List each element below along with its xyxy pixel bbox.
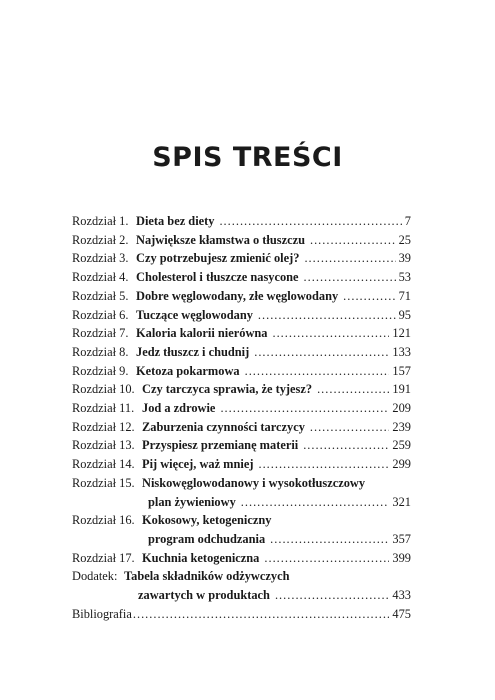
toc-entry-page: 209 (392, 401, 411, 416)
toc-entry-chapter-9[interactable] (72, 362, 411, 381)
toc-entry-appendix-line2[interactable] (72, 586, 411, 605)
leader-dots (310, 231, 396, 250)
toc-entry-title: Cholesterol i tłuszcze nasycone (136, 270, 299, 285)
toc-entry-chapter-11[interactable] (72, 399, 411, 418)
toc-entry-label: Rozdział 1. (72, 214, 129, 228)
leader-dots (264, 549, 389, 568)
toc-entry-label: Rozdział 8. (72, 344, 129, 359)
toc-entry-chapter-2[interactable] (72, 231, 411, 250)
toc-entry-label: Rozdział 5. (72, 288, 129, 303)
toc-entry-chapter-16-line2[interactable] (72, 530, 411, 549)
toc-entry-page: 191 (392, 382, 411, 397)
leader-dots (241, 493, 390, 512)
toc-entry-label: Rozdział 4. (72, 270, 129, 285)
leader-dots (303, 436, 389, 455)
toc-entry-page: 157 (392, 363, 411, 378)
toc-entry-label: Rozdział 11. (72, 401, 135, 416)
toc-entry-title-line1: Niskowęglowodanowy i wysokotłuszczowy (142, 475, 366, 490)
toc-entry-bibliography[interactable] (72, 605, 411, 624)
toc-entry-page: 399 (392, 550, 411, 565)
toc-entry-title: Pij więcej, waż mniej (142, 457, 254, 472)
toc-entry-title: Jod a zdrowie (142, 401, 216, 416)
toc-entry-appendix-line1[interactable] (72, 567, 411, 586)
toc-entry-title-line2: program odchudzania (148, 531, 266, 546)
toc-entry-label: Rozdział 13. (72, 438, 135, 453)
toc-entry-page: 299 (392, 457, 411, 472)
toc-entry-chapter-15-line1[interactable] (72, 474, 411, 493)
toc-entry-page: 433 (392, 588, 411, 603)
toc-entry-title: Dobre węglowodany, złe węglowodany (136, 288, 339, 303)
toc-entry-chapter-6[interactable] (72, 306, 411, 325)
toc-entry-page: 121 (392, 326, 411, 341)
toc-entry-title: Zaburzenia czynności tarczycy (142, 419, 305, 434)
toc-entry-title-line2: plan żywieniowy (148, 494, 236, 509)
toc-entry-page: 53 (398, 270, 411, 285)
toc-entry-page: 7 (404, 214, 411, 228)
toc-entry-chapter-10[interactable] (72, 380, 411, 399)
toc-entry-title: Ketoza pokarmowa (136, 363, 240, 378)
leader-dots (272, 324, 389, 343)
toc-entry-title-line1: Tabela składników odżywczych (124, 569, 290, 584)
toc-entry-label: Dodatek: (72, 569, 118, 584)
leader-dots (220, 399, 389, 418)
toc-entry-label: Rozdział 9. (72, 363, 129, 378)
toc-entry-title-line1: Kokosowy, ketogeniczny (142, 513, 272, 528)
toc-entry-page: 39 (398, 251, 411, 266)
leader-dots (133, 605, 390, 624)
toc-entry-chapter-17[interactable] (72, 549, 411, 568)
toc-entry-label: Bibliografia (72, 606, 132, 621)
toc-entry-chapter-7[interactable] (72, 324, 411, 343)
page-title: SPIS TREŚCI (152, 142, 343, 173)
table-of-contents (72, 212, 411, 623)
toc-entry-page: 475 (392, 606, 411, 621)
toc-entry-title: Kaloria kalorii nierówna (136, 326, 268, 341)
leader-dots (258, 306, 396, 325)
toc-entry-chapter-16-line1[interactable] (72, 511, 411, 530)
toc-entry-label: Rozdział 14. (72, 457, 135, 472)
toc-entry-chapter-14[interactable] (72, 455, 411, 474)
leader-dots (304, 268, 396, 287)
toc-entry-page: 95 (398, 307, 411, 322)
toc-entry-label: Rozdział 7. (72, 326, 129, 341)
leader-dots (275, 586, 389, 605)
toc-entry-page: 71 (398, 288, 411, 303)
leader-dots (304, 249, 395, 268)
toc-entry-label: Rozdział 15. (72, 475, 135, 490)
toc-entry-title: Największe kłamstwa o tłuszczu (136, 232, 305, 247)
toc-entry-chapter-5[interactable] (72, 287, 411, 306)
toc-entry-chapter-4[interactable] (72, 268, 411, 287)
toc-entry-page: 321 (392, 494, 411, 509)
toc-entry-title: Jedz tłuszcz i chudnij (136, 344, 250, 359)
toc-entry-chapter-3[interactable] (72, 249, 411, 268)
toc-entry-title: Kuchnia ketogeniczna (142, 550, 260, 565)
toc-entry-label: Rozdział 6. (72, 307, 129, 322)
toc-entry-page: 133 (392, 344, 411, 359)
toc-entry-chapter-15-line2[interactable] (72, 493, 411, 512)
toc-entry-label: Rozdział 10. (72, 382, 135, 397)
toc-entry-title-line2: zawartych w produktach (138, 588, 270, 603)
leader-dots (343, 287, 395, 306)
toc-entry-title: Przyspiesz przemianę materii (142, 438, 299, 453)
toc-entry-label: Rozdział 17. (72, 550, 135, 565)
toc-entry-title: Czy potrzebujesz zmienić olej? (136, 251, 300, 266)
toc-entry-page: 25 (398, 232, 411, 247)
toc-entry-title: Dieta bez diety (136, 214, 215, 228)
toc-entry-label: Rozdział 12. (72, 419, 135, 434)
toc-entry-page: 259 (392, 438, 411, 453)
toc-entry-label: Rozdział 3. (72, 251, 129, 266)
toc-entry-page: 239 (392, 419, 411, 434)
leader-dots (270, 530, 389, 549)
toc-entry-chapter-12[interactable] (72, 418, 411, 437)
leader-dots (245, 362, 390, 381)
leader-dots (310, 418, 390, 437)
toc-entry-chapter-1[interactable] (72, 212, 411, 231)
toc-entry-label: Rozdział 2. (72, 232, 129, 247)
toc-entry-chapter-8[interactable] (72, 343, 411, 362)
leader-dots (254, 343, 389, 362)
leader-dots (317, 380, 389, 399)
toc-entry-title: Czy tarczyca sprawia, że tyjesz? (142, 382, 313, 397)
toc-entry-label: Rozdział 16. (72, 513, 135, 528)
toc-entry-page: 357 (392, 531, 411, 546)
toc-entry-chapter-13[interactable] (72, 436, 411, 455)
leader-dots (258, 455, 389, 474)
toc-entry-title: Tuczące węglowodany (136, 307, 253, 322)
leader-dots (219, 212, 401, 231)
